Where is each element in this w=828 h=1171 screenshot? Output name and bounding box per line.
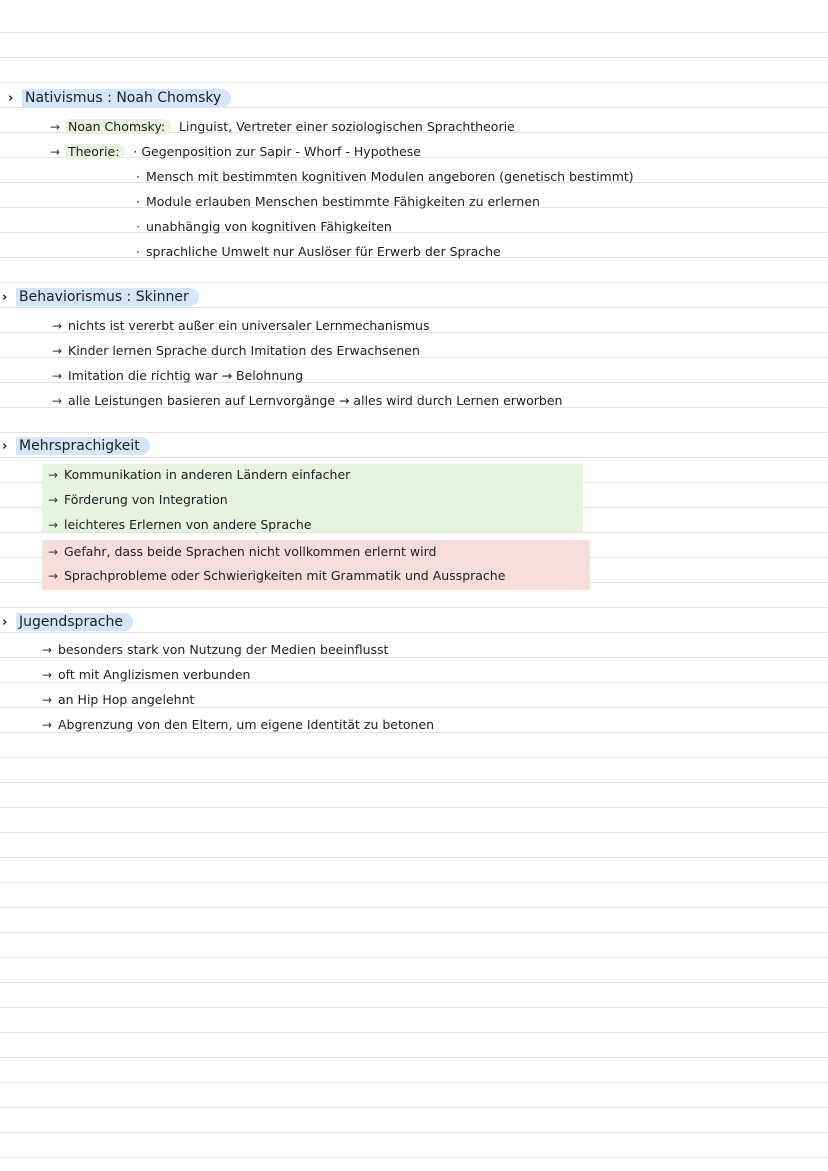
- note-text: nichts ist vererbt außer ein universaler Lernmechanismus: [68, 318, 430, 333]
- note-text: besonders stark von Nutzung der Medien beeinflusst: [58, 642, 389, 657]
- note-text: Mensch mit bestimmten kognitiven Modulen angeboren (genetisch bestimmt): [146, 169, 634, 184]
- note-text: Gefahr, dass beide Sprachen nicht vollkommen erlernt wird: [64, 544, 437, 559]
- note-line: [48, 491, 228, 509]
- note-text: oft mit Anglizismen verbunden: [58, 667, 251, 682]
- note-line: [136, 243, 501, 261]
- bullet-dot-icon: ·: [136, 169, 140, 184]
- arrow-right-icon: →: [42, 668, 53, 682]
- note-text: an Hip Hop angelehnt: [58, 692, 195, 707]
- note-line: [52, 392, 562, 410]
- section-heading-nativismus: [8, 88, 231, 108]
- heading-highlight: Mehrsprachigkeit: [16, 437, 150, 455]
- arrow-right-icon: →: [48, 569, 59, 583]
- note-line: [52, 317, 429, 335]
- note-line: [52, 367, 303, 385]
- note-line: [136, 193, 540, 211]
- arrow-right-icon: →: [50, 145, 61, 159]
- heading-highlight: Nativismus : Noah Chomsky: [22, 89, 231, 107]
- note-line: [136, 168, 634, 186]
- section-heading-jugendsprache: [2, 612, 133, 632]
- note-line: [52, 342, 420, 360]
- arrow-right-icon: →: [52, 344, 63, 358]
- note-line: [48, 543, 436, 561]
- arrow-right-icon: →: [52, 369, 63, 383]
- note-text: Kommunikation in anderen Ländern einfacher: [64, 467, 351, 482]
- section-heading-mehrsprachigkeit: [2, 436, 150, 456]
- arrow-right-icon: →: [52, 394, 63, 408]
- note-text: Abgrenzung von den Eltern, um eigene Identität zu betonen: [58, 717, 435, 732]
- heading-highlight: Jugendsprache: [16, 613, 133, 631]
- note-text: · Gegenposition zur Sapir - Whorf - Hypothese: [133, 144, 421, 159]
- note-line: [42, 691, 194, 709]
- term-label: Noan Chomsky:: [66, 119, 171, 134]
- arrow-right-icon: →: [42, 643, 53, 657]
- bullet-dot-icon: ·: [136, 244, 140, 259]
- note-line: [42, 716, 434, 734]
- chevron-right-icon: ›: [2, 290, 8, 305]
- arrow-right-icon: →: [48, 468, 59, 482]
- arrow-right-icon: →: [42, 718, 53, 732]
- note-line: [48, 466, 350, 484]
- note-text: unabhängig von kognitiven Fähigkeiten: [146, 219, 392, 234]
- note-text: Sprachprobleme oder Schwierigkeiten mit Grammatik und Aussprache: [64, 568, 506, 583]
- note-text: Imitation die richtig war → Belohnung: [68, 368, 304, 383]
- chevron-right-icon: ›: [2, 615, 8, 630]
- note-text: Förderung von Integration: [64, 492, 228, 507]
- note-text: Kinder lernen Sprache durch Imitation des Erwachsenen: [68, 343, 420, 358]
- arrow-right-icon: →: [48, 518, 59, 532]
- arrow-right-icon: →: [52, 319, 63, 333]
- note-line: [50, 118, 515, 136]
- chevron-right-icon: ›: [2, 439, 8, 454]
- note-text: alle Leistungen basieren auf Lernvorgänge → alles wird durch Lernen erworben: [68, 393, 563, 408]
- note-text: Linguist, Vertreter einer soziologischen Sprachtheorie: [179, 119, 515, 134]
- note-line: [48, 567, 505, 585]
- note-line: [50, 143, 421, 161]
- note-line: [48, 516, 312, 534]
- arrow-right-icon: →: [42, 693, 53, 707]
- note-text: Module erlauben Menschen bestimmte Fähigkeiten zu erlernen: [146, 194, 540, 209]
- note-text: sprachliche Umwelt nur Auslöser für Erwerb der Sprache: [146, 244, 501, 259]
- heading-highlight: Behaviorismus : Skinner: [16, 288, 199, 306]
- note-line: [136, 218, 392, 236]
- chevron-right-icon: ›: [8, 91, 14, 106]
- note-line: [42, 666, 250, 684]
- term-label: Theorie:: [66, 144, 125, 159]
- arrow-right-icon: →: [48, 545, 59, 559]
- bullet-dot-icon: ·: [136, 194, 140, 209]
- bullet-dot-icon: ·: [136, 219, 140, 234]
- note-line: [42, 641, 388, 659]
- arrow-right-icon: →: [48, 493, 59, 507]
- section-heading-behaviorismus: [2, 287, 199, 307]
- arrow-right-icon: →: [50, 120, 61, 134]
- note-text: leichteres Erlernen von andere Sprache: [64, 517, 312, 532]
